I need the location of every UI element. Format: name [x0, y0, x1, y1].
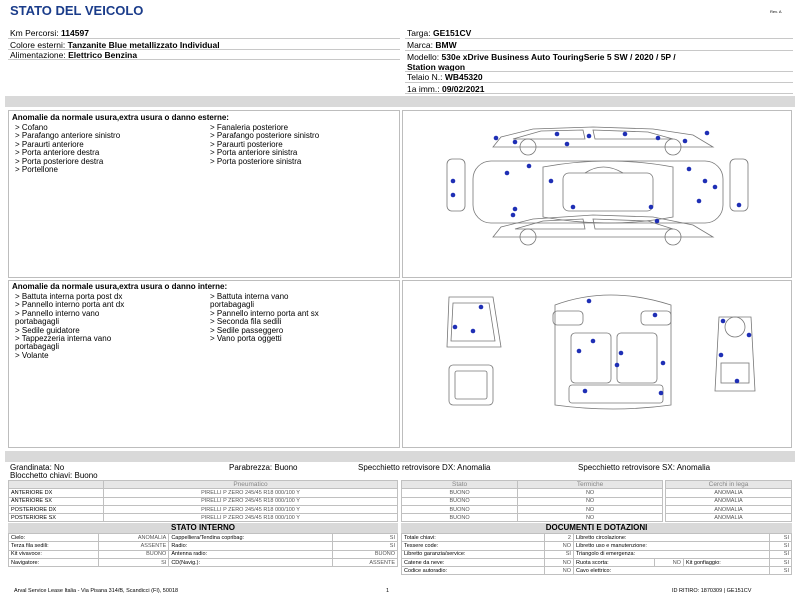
- section-separator-2: [5, 451, 795, 462]
- windshield-status: Parabrezza: Buono: [229, 463, 298, 472]
- page-title: STATO DEL VEICOLO: [10, 3, 144, 18]
- footer-page-number: 1: [386, 588, 390, 594]
- fuel-field: Alimentazione: Elettrico Benzina: [10, 50, 138, 60]
- mirror-sx-status: Specchietto retrovisore SX: Anomalia: [578, 463, 711, 472]
- table-row: BUONO NO: [402, 497, 663, 505]
- table-row: ANOMALIA: [666, 489, 792, 497]
- table-row: Navigatore: SI CD(Navig.): ASSENTE: [9, 558, 398, 566]
- footer-pickup-id: ID RITIRO: 1870309 | GE151CV: [672, 588, 752, 594]
- key-block-status: Blocchetto chiavi: Buono: [10, 471, 98, 480]
- table-row: POSTERIORE SX PIRELLI P ZERO 245/45 R18 000/100 Y: [9, 514, 398, 522]
- documents-table: [401, 533, 792, 575]
- table-row: BUONO NO: [402, 514, 663, 522]
- external-damage-list-1: > Cofano > Parafango anteriore sinistro > Paraurti anteriore > Porta anteriore destra > Porta posteriore destra > Portellone: [15, 123, 121, 175]
- brand-field: Marca: BMW: [407, 40, 457, 50]
- tyres-header-cerchi: Cerchi in lega: [666, 481, 792, 489]
- revision-label: Rev. A: [770, 9, 782, 14]
- external-diagram-box: [402, 110, 792, 278]
- table-row: Codice autoradio: NO Cavo elettrico: SI: [402, 567, 792, 575]
- car-exterior-diagram: [403, 111, 791, 277]
- table-row: Terza fila sedili: ASSENTE Radio: SI: [9, 542, 398, 550]
- table-row: BUONO NO: [402, 489, 663, 497]
- model-field-cont: Station wagon: [407, 62, 466, 72]
- table-row: Cielo: ANOMALIA Cappelliera/Tendina copribag: SI: [9, 534, 398, 542]
- footer-company: Arval Service Lease Italia - Via Pisana 314/B, Scandicci (FI), 50018: [14, 588, 179, 594]
- internal-damage-title: Anomalie da normale usura,extra usura o danno interne:: [12, 282, 228, 291]
- mirror-dx-status: Specchietto retrovisore DX: Anomalia: [358, 463, 491, 472]
- tyres-header-pneumatico: Pneumatico: [104, 481, 398, 489]
- km-field: Km Percorsi: 114597: [10, 28, 89, 38]
- registration-field: 1a imm.: 09/02/2021: [407, 84, 485, 94]
- internal-diagram-box: [402, 280, 792, 448]
- car-interior-diagram: [403, 281, 791, 447]
- color-field: Colore esterni: Tanzanite Blue metallizzato Individual: [10, 40, 220, 50]
- internal-state-title: STATO INTERNO: [8, 523, 398, 533]
- hail-status: Grandinata: No: [10, 463, 65, 472]
- table-row: Catene da neve: NO Ruota scorta: NO Kit gonfiaggio: SI: [402, 558, 792, 566]
- chassis-field: Telaio N.: WB45320: [407, 72, 483, 82]
- table-row: Tessere code: NO Libretto uso e manutenzione: SI: [402, 542, 792, 550]
- internal-damage-list-1: > Battuta interna porta post dx > Pannello interno porta ant dx > Pannello interno vano portabagagli > Sedile guidatore > Tappezzeria interna vano portabagagli > Volante: [15, 292, 125, 360]
- table-row: Totale chiavi: 2 Libretto circolazione: SI: [402, 534, 792, 542]
- table-row: Kit vivavoce: BUONO Antenna radio: BUONO: [9, 550, 398, 558]
- table-row: ANTERIORE DX PIRELLI P ZERO 245/45 R18 000/100 Y: [9, 489, 398, 497]
- table-row: ANOMALIA: [666, 497, 792, 505]
- documents-title: DOCUMENTI E DOTAZIONI: [401, 523, 792, 533]
- tyres-header-stato: Stato: [402, 481, 518, 489]
- section-separator: [5, 96, 795, 107]
- table-row: ANTERIORE SX PIRELLI P ZERO 245/45 R18 000/100 Y: [9, 497, 398, 505]
- internal-state-table: [8, 533, 398, 567]
- table-row: POSTERIORE DX PIRELLI P ZERO 245/45 R18 000/100 Y: [9, 505, 398, 513]
- internal-damage-list-2: > Battuta interna vano portabagagli > Pannello interno porta ant sx > Seconda fila sedili > Sedile passeggero > Vano porta oggetti: [210, 292, 319, 344]
- external-damage-list-2: > Fanaleria posteriore > Parafango posteriore sinistro > Paraurti posteriore > Porta anteriore sinistra > Porta posteriore sinistra: [210, 123, 320, 166]
- tyres-table: [8, 480, 398, 522]
- table-row: BUONO NO: [402, 505, 663, 513]
- model-field: Modello: 530e xDrive Business Auto TouringSerie 5 SW / 2020 / 5P /: [407, 52, 676, 62]
- table-row: ANOMALIA: [666, 505, 792, 513]
- table-row: Libretto garanzia/service: SI Triangolo di emergenza: SI: [402, 550, 792, 558]
- external-damage-title: Anomalie da normale usura,extra usura o danno esterne:: [12, 113, 229, 122]
- rims-table: [665, 480, 792, 522]
- tyres-header-termiche: Termiche: [518, 481, 663, 489]
- table-row: ANOMALIA: [666, 514, 792, 522]
- plate-field: Targa: GE151CV: [407, 28, 472, 38]
- tyres-status-table: [401, 480, 663, 522]
